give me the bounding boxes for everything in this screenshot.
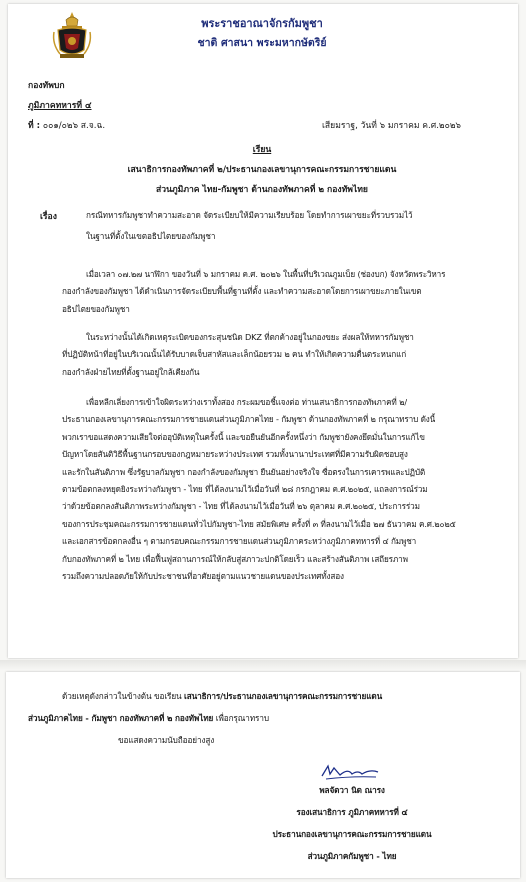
paragraph-2	[86, 329, 414, 346]
signatory-title-3: ส่วนภูมิภาคกัมพูชา - ไทย	[307, 851, 397, 861]
addressee-line-2: ส่วนภูมิภาค ไทย-กัมพูชา ด้านกองทัพภาคที่ ๒ กองทัพไทย	[156, 185, 368, 195]
subject-line-1: กรณีทหารกัมพูชาทำความสะอาด จัดระเบียบให้มีความเรียบร้อย โดยทำการเผาขยะที่รวบรวมไว้	[86, 210, 413, 220]
signatory-name: พลจัตวา นิด ณารง	[319, 785, 385, 795]
paragraph-1-line: กองกำลังของกัมพูชา ได้ดำเนินการจัดระเบียบพื้นที่ฐานที่ตั้ง และทำความสะอาดโดยการเผาขยะภายในเขต	[62, 286, 422, 297]
paragraph-3	[86, 394, 407, 411]
addressee-line-1: เสนาธิการกองทัพภาคที่ ๒/ประธานกองเลขานุการคณะกรรมการชายแดน	[127, 165, 397, 175]
closing-line-2-recipient: ส่วนภูมิภาคไทย - กัมพูชา กองทัพภาคที่ ๒ กองทัพไทย	[28, 713, 214, 723]
reference-number: ๐๐๑/๐๒๖ ส.จ.ฉ.	[42, 121, 106, 131]
paragraph-3-line: ของการประชุมคณะกรรมการชายแดนทั่วไปกัมพูชา-ไทย สมัยพิเศษ ครั้งที่ ๓ ที่ลงนามไว้เมื่อ ๒๗ ธันวาคม ค.ศ.๒๐๒๕	[62, 518, 456, 529]
closing-line-1-prefix: ด้วยเหตุดังกล่าวในข้างต้น ขอเรียน	[62, 691, 182, 701]
reference-line	[28, 118, 105, 132]
paragraph-3-line: ว่าด้วยข้อตกลงสันติภาพระหว่างกัมพูชา - ไทย ที่ได้ลงนามไว้เมื่อวันที่ ๒๖ ตุลาคม ค.ศ.๒๐๒๕, ประการร่วม	[62, 501, 420, 512]
paragraph-2-line: กองกำลังฝ่ายไทยที่ตั้งฐานอยู่ใกล้เคียงกัน	[62, 366, 200, 377]
paragraph-3-line: ปัญหาโดยสันติวิธีพื้นฐานกรอบของกฎหมายระหว่างประเทศ รวมทั้งนานาประเทศที่มีความรับผิดชอบสูง	[62, 449, 408, 460]
letter-date: เสียมราฐ, วันที่ ๖ มกราคม ค.ศ.๒๐๒๖	[322, 121, 461, 131]
national-motto: ชาติ ศาสนา พระมหากษัตริย์	[197, 37, 327, 49]
paragraph-2-line: ในระหว่างนั้นได้เกิดเหตุระเบิดของกระสุนชนิด DKZ ที่ตกค้างอยู่ในกองขยะ ส่งผลให้ทหารกัมพูชา	[86, 332, 414, 342]
page-separator	[0, 660, 526, 670]
closing-line-2-suffix: เพื่อกรุณาทราบ	[215, 713, 269, 723]
handwritten-signature	[318, 762, 382, 782]
signatory-title-2: ประธานกองเลขานุการคณะกรรมการชายแดน	[272, 829, 432, 839]
kingdom-title: พระราชอาณาจักรกัมพูชา	[201, 17, 323, 30]
org-army: กองทัพบก	[28, 81, 65, 91]
paragraph-3-line: กับกองทัพภาคที่ ๒ ไทย เพื่อฟื้นฟูสถานการณ์ให้กลับสู่สภาวะปกติโดยเร็ว และสร้างสันติภาพ เสถียรภาพ	[62, 553, 408, 564]
paragraph-3-line: และรักในสันติภาพ ซึ่งรัฐบาลกัมพูชา กองกำลังของกัมพูชา ยืนยันอย่างจริงใจ ซื่อตรงในการเคารพและปฏิบัติ	[62, 466, 426, 477]
closing-line-1	[62, 690, 382, 703]
paragraph-1	[86, 266, 445, 283]
closing-line-1-recipient: เสนาธิการ/ประธานกองเลขานุการคณะกรรมการชายแดน	[184, 691, 383, 701]
closing-courtesy: ขอแสดงความนับถืออย่างสูง	[118, 735, 215, 745]
subject-label: เรื่อง	[40, 212, 57, 222]
paragraph-3-body	[62, 411, 456, 585]
paragraph-2-line: ที่ปฏิบัติหน้าที่อยู่ในบริเวณนั้นได้รับบาดเจ็บสาหัสและเล็กน้อยรวม ๒ คน ทำให้เกิดความตื่นตระหนกแก่	[62, 349, 406, 360]
salutation-label: เรียน	[252, 145, 272, 155]
paragraph-1-line: เมื่อเวลา ๐๗.๒๗ นาฬิกา ของวันที่ ๖ มกราคม ค.ศ. ๒๐๒๖ ในพื้นที่บริเวณภูมเบ็ย (ช่องบก) จังหวัดพระวิหาร	[86, 269, 446, 279]
paragraph-3-line: และเอกสารข้อตกลงอื่น ๆ ตามกรอบคณะกรรมการชายแดนส่วนภูมิภาคระหว่างภูมิภาคทหารที่ ๔ กัมพูชา	[62, 536, 417, 547]
subject-line-2: ในฐานที่ตั้งในเขตอธิปไตยของกัมพูชา	[86, 231, 216, 241]
paragraph-3-line: ประธานกองเลขานุการคณะกรรมการชายแดนส่วนภูมิภาคไทย - กัมพูชา ด้านกองทัพภาคที่ ๒ กรุณาทราบ ดังนี้	[62, 414, 436, 425]
paragraph-3-line: พวกเราขอแสดงความเสียใจต่ออุบัติเหตุในครั้งนี้ และขอยืนยันอีกครั้งหนึ่งว่า กัมพูชายังคงยึดมั่นในการแก้ไข	[62, 431, 425, 442]
org-military-region: ภูมิภาคทหารที่ ๔	[28, 101, 92, 111]
royal-crest-emblem	[50, 10, 94, 62]
paragraph-1-body	[62, 283, 421, 318]
closing-line-2	[28, 712, 269, 725]
paragraph-3-line: ตามข้อตกลงหยุดยิงระหว่างกัมพูชา - ไทย ที่ได้ลงนามไว้เมื่อวันที่ ๒๘ กรกฎาคม ค.ศ.๒๐๒๕, แถลงการณ์ร่วม	[62, 483, 428, 494]
paragraph-3-line: เพื่อหลีกเลี่ยงการเข้าใจผิดระหว่างเราทั้งสอง กระผมขอชี้แจงต่อ ท่านเสนาธิการกองทัพภาคที่ ๒/	[86, 397, 407, 407]
paragraph-3-line: รวมถึงความปลอดภัยให้กับประชาชนที่อาศัยอยู่ตามแนวชายแดนของประเทศทั้งสอง	[62, 570, 344, 581]
reference-label: ที่ :	[28, 121, 41, 131]
signatory-title-1: รองเสนาธิการ ภูมิภาคทหารที่ ๔	[296, 807, 408, 817]
paragraph-1-line: อธิปไตยของกัมพูชา	[62, 303, 130, 314]
paragraph-2-body	[62, 346, 406, 381]
